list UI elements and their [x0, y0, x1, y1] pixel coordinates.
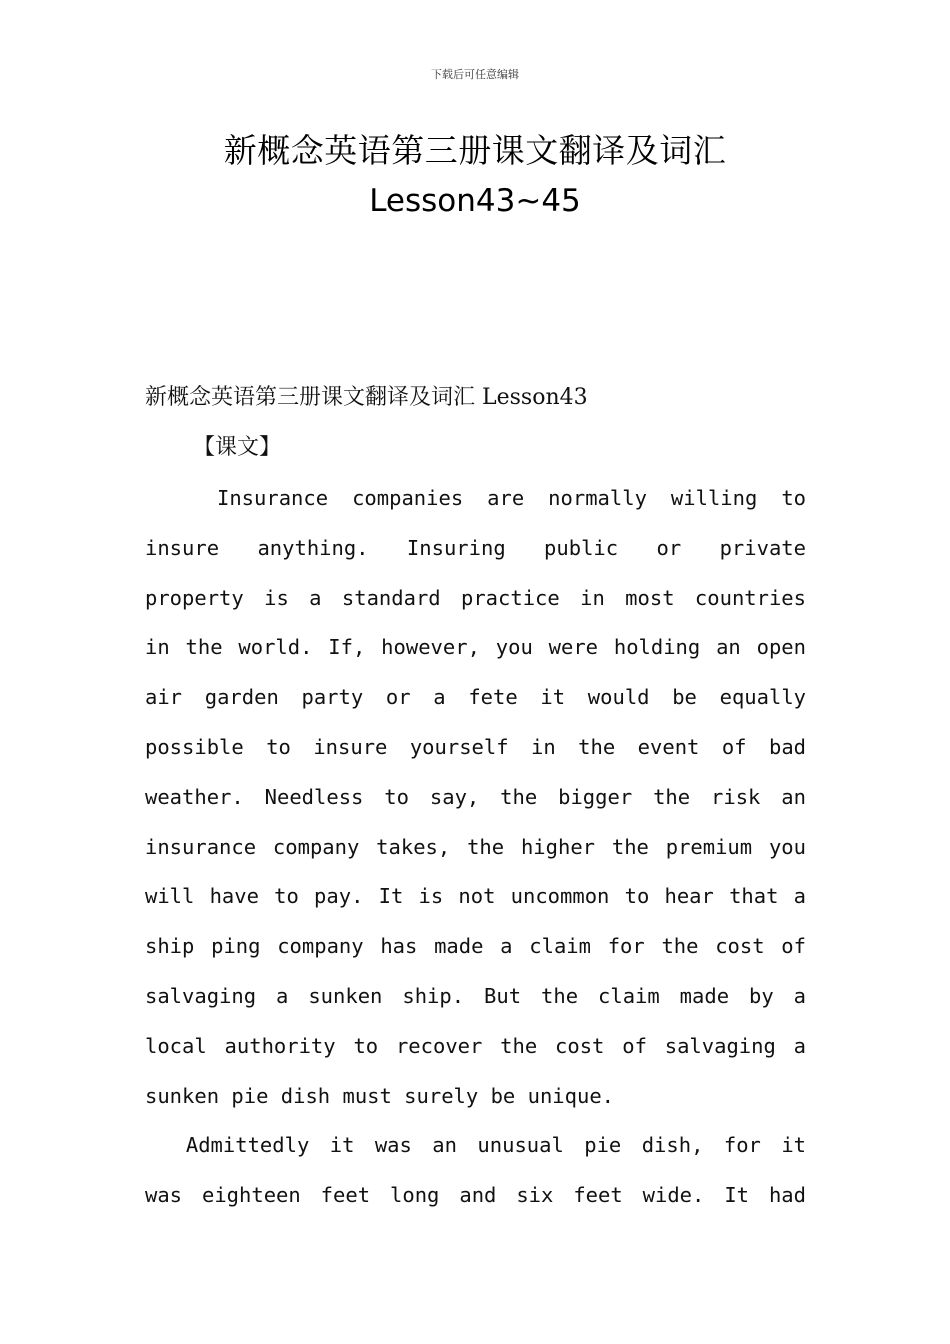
title-line-1: 新概念英语第三册课文翻译及词汇: [223, 131, 727, 170]
body-line: Admittedly it was an unusual pie dish, for it: [145, 1133, 806, 1158]
body-line: sunken pie dish must surely be unique.: [145, 1083, 614, 1108]
body-line: in the world. If, however, you were holding an open: [145, 635, 806, 660]
body-line: local authority to recover the cost of salvaging a: [145, 1033, 806, 1058]
body-line: possible to insure yourself in the event of bad: [145, 734, 806, 759]
body-line: air garden party or a fete it would be equally: [145, 685, 806, 710]
body-line: weather. Needless to say, the bigger the risk an: [145, 784, 806, 809]
body-line: will have to pay. It is not uncommon to hear that a: [145, 884, 806, 909]
body-line: salvaging a sunken ship. But the claim made by a: [145, 983, 806, 1008]
header-note: 下载后可任意编辑: [431, 68, 519, 81]
lesson-body-text: [145, 480, 806, 1227]
body-line: insure anything. Insuring public or private: [145, 535, 806, 560]
title-line-2: Lesson43~45: [369, 183, 581, 219]
document-title: [0, 126, 950, 226]
body-line: insurance company takes, the higher the premium you: [145, 834, 806, 859]
body-line: was eighteen feet long and six feet wide. It had: [145, 1183, 806, 1208]
section-heading: 新概念英语第三册课文翻译及词汇 Lesson43: [145, 385, 588, 410]
body-line: ship ping company has made a claim for the cost of: [145, 934, 806, 959]
body-line: property is a standard practice in most countries: [145, 585, 806, 610]
body-line: Insurance companies are normally willing to: [145, 486, 806, 510]
text-label: 【课文】: [193, 435, 282, 460]
